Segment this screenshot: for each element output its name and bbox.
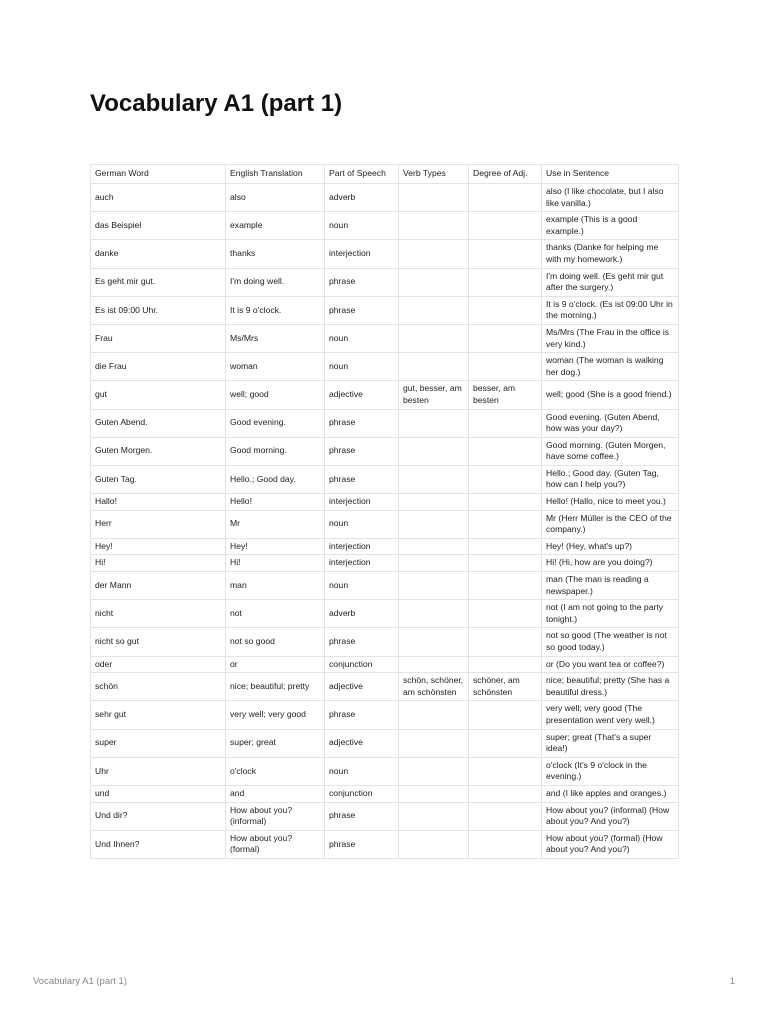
cell-english-translation: man — [226, 572, 325, 600]
cell-use-in-sentence: How about you? (informal) (How about you? And you?) — [542, 802, 679, 830]
table-row — [91, 212, 679, 240]
cell-part-of-speech: interjection — [325, 538, 399, 555]
table-row — [91, 701, 679, 729]
cell-degree-of-adj — [469, 324, 542, 352]
table-row — [91, 296, 679, 324]
cell-degree-of-adj — [469, 802, 542, 830]
cell-verb-types — [399, 802, 469, 830]
cell-english-translation: also — [226, 184, 325, 212]
cell-use-in-sentence: very well; very good (The presentation went very well.) — [542, 701, 679, 729]
cell-use-in-sentence: Hi! (Hi, how are you doing?) — [542, 555, 679, 572]
cell-german-word: die Frau — [91, 353, 226, 381]
cell-german-word: super — [91, 729, 226, 757]
cell-part-of-speech: noun — [325, 353, 399, 381]
cell-use-in-sentence: Good morning. (Guten Morgen, have some coffee.) — [542, 437, 679, 465]
table-row — [91, 802, 679, 830]
cell-part-of-speech: phrase — [325, 701, 399, 729]
table-row — [91, 437, 679, 465]
cell-use-in-sentence: Good evening. (Guten Abend, how was your day?) — [542, 409, 679, 437]
cell-english-translation: o'clock — [226, 757, 325, 785]
table-row — [91, 572, 679, 600]
table-row — [91, 353, 679, 381]
cell-german-word: Guten Tag. — [91, 465, 226, 493]
table-row — [91, 656, 679, 673]
cell-verb-types — [399, 324, 469, 352]
cell-part-of-speech: phrase — [325, 465, 399, 493]
cell-german-word: Und dir? — [91, 802, 226, 830]
cell-part-of-speech: adverb — [325, 184, 399, 212]
column-header-english-translation: English Translation — [226, 165, 325, 184]
cell-degree-of-adj — [469, 465, 542, 493]
cell-part-of-speech: phrase — [325, 628, 399, 656]
cell-part-of-speech: noun — [325, 572, 399, 600]
table-row — [91, 465, 679, 493]
cell-degree-of-adj — [469, 830, 542, 858]
cell-use-in-sentence: well; good (She is a good friend.) — [542, 381, 679, 409]
cell-verb-types — [399, 184, 469, 212]
table-row — [91, 757, 679, 785]
cell-english-translation: not — [226, 600, 325, 628]
cell-german-word: Hallo! — [91, 494, 226, 511]
cell-verb-types — [399, 353, 469, 381]
cell-part-of-speech: noun — [325, 510, 399, 538]
cell-verb-types — [399, 494, 469, 511]
cell-verb-types — [399, 656, 469, 673]
cell-degree-of-adj — [469, 268, 542, 296]
cell-part-of-speech: phrase — [325, 296, 399, 324]
table-row — [91, 240, 679, 268]
cell-degree-of-adj — [469, 510, 542, 538]
table-row — [91, 673, 679, 701]
cell-part-of-speech: conjunction — [325, 785, 399, 802]
cell-german-word: Es geht mir gut. — [91, 268, 226, 296]
table-row — [91, 830, 679, 858]
table-row — [91, 555, 679, 572]
cell-use-in-sentence: Hello! (Hallo, nice to meet you.) — [542, 494, 679, 511]
cell-verb-types — [399, 572, 469, 600]
cell-english-translation: thanks — [226, 240, 325, 268]
cell-degree-of-adj — [469, 628, 542, 656]
cell-english-translation: Hello! — [226, 494, 325, 511]
column-header-use-in-sentence: Use in Sentence — [542, 165, 679, 184]
cell-german-word: das Beispiel — [91, 212, 226, 240]
cell-german-word: Guten Abend. — [91, 409, 226, 437]
cell-part-of-speech: interjection — [325, 240, 399, 268]
cell-use-in-sentence: woman (The woman is walking her dog.) — [542, 353, 679, 381]
cell-german-word: Guten Morgen. — [91, 437, 226, 465]
cell-use-in-sentence: or (Do you want tea or coffee?) — [542, 656, 679, 673]
cell-use-in-sentence: not so good (The weather is not so good today.) — [542, 628, 679, 656]
cell-verb-types — [399, 600, 469, 628]
cell-verb-types — [399, 437, 469, 465]
table-row — [91, 628, 679, 656]
cell-english-translation: woman — [226, 353, 325, 381]
cell-verb-types — [399, 785, 469, 802]
cell-use-in-sentence: Hey! (Hey, what's up?) — [542, 538, 679, 555]
cell-part-of-speech: phrase — [325, 802, 399, 830]
cell-german-word: gut — [91, 381, 226, 409]
cell-part-of-speech: noun — [325, 212, 399, 240]
cell-german-word: Hi! — [91, 555, 226, 572]
vocabulary-table — [90, 164, 679, 859]
cell-degree-of-adj — [469, 572, 542, 600]
cell-part-of-speech: noun — [325, 757, 399, 785]
cell-german-word: oder — [91, 656, 226, 673]
cell-german-word: Uhr — [91, 757, 226, 785]
table-row — [91, 184, 679, 212]
cell-english-translation: well; good — [226, 381, 325, 409]
cell-degree-of-adj — [469, 409, 542, 437]
cell-degree-of-adj — [469, 538, 542, 555]
cell-english-translation: or — [226, 656, 325, 673]
cell-english-translation: Good morning. — [226, 437, 325, 465]
cell-use-in-sentence: Mr (Herr Müller is the CEO of the company.) — [542, 510, 679, 538]
cell-english-translation: Hey! — [226, 538, 325, 555]
cell-english-translation: Hi! — [226, 555, 325, 572]
cell-part-of-speech: adjective — [325, 381, 399, 409]
cell-degree-of-adj — [469, 353, 542, 381]
cell-verb-types — [399, 538, 469, 555]
cell-degree-of-adj — [469, 701, 542, 729]
cell-use-in-sentence: Ms/Mrs (The Frau in the office is very kind.) — [542, 324, 679, 352]
cell-verb-types — [399, 757, 469, 785]
table-row — [91, 381, 679, 409]
cell-use-in-sentence: How about you? (formal) (How about you? And you?) — [542, 830, 679, 858]
cell-use-in-sentence: also (I like chocolate, but I also like vanilla.) — [542, 184, 679, 212]
column-header-part-of-speech: Part of Speech — [325, 165, 399, 184]
cell-english-translation: nice; beautiful; pretty — [226, 673, 325, 701]
cell-verb-types — [399, 296, 469, 324]
cell-verb-types — [399, 268, 469, 296]
cell-use-in-sentence: nice; beautiful; pretty (She has a beautiful dress.) — [542, 673, 679, 701]
cell-degree-of-adj — [469, 729, 542, 757]
column-header-german-word: German Word — [91, 165, 226, 184]
table-body — [91, 184, 679, 859]
cell-german-word: nicht so gut — [91, 628, 226, 656]
cell-use-in-sentence: o'clock (It's 9 o'clock in the evening.) — [542, 757, 679, 785]
cell-english-translation: Ms/Mrs — [226, 324, 325, 352]
cell-german-word: Frau — [91, 324, 226, 352]
cell-verb-types — [399, 212, 469, 240]
cell-use-in-sentence: I'm doing well. (Es geht mir gut after the surgery.) — [542, 268, 679, 296]
table-row — [91, 510, 679, 538]
page-title: Vocabulary A1 (part 1) — [90, 90, 343, 117]
cell-verb-types — [399, 628, 469, 656]
cell-german-word: und — [91, 785, 226, 802]
cell-english-translation: It is 9 o'clock. — [226, 296, 325, 324]
cell-english-translation: not so good — [226, 628, 325, 656]
table-row — [91, 324, 679, 352]
cell-german-word: sehr gut — [91, 701, 226, 729]
cell-part-of-speech: conjunction — [325, 656, 399, 673]
cell-verb-types — [399, 409, 469, 437]
cell-part-of-speech: adverb — [325, 600, 399, 628]
cell-use-in-sentence: example (This is a good example.) — [542, 212, 679, 240]
cell-degree-of-adj — [469, 600, 542, 628]
cell-use-in-sentence: not (I am not going to the party tonight.) — [542, 600, 679, 628]
table-row — [91, 785, 679, 802]
cell-english-translation: Hello.; Good day. — [226, 465, 325, 493]
cell-use-in-sentence: super; great (That's a super idea!) — [542, 729, 679, 757]
cell-degree-of-adj: besser, am besten — [469, 381, 542, 409]
table-row — [91, 409, 679, 437]
cell-english-translation: I'm doing well. — [226, 268, 325, 296]
page-number: 1 — [729, 976, 735, 987]
cell-verb-types: gut, besser, am besten — [399, 381, 469, 409]
cell-part-of-speech: phrase — [325, 437, 399, 465]
cell-part-of-speech: phrase — [325, 268, 399, 296]
table-row — [91, 600, 679, 628]
cell-use-in-sentence: man (The man is reading a newspaper.) — [542, 572, 679, 600]
cell-verb-types — [399, 729, 469, 757]
cell-english-translation: super; great — [226, 729, 325, 757]
table-row — [91, 538, 679, 555]
cell-english-translation: Good evening. — [226, 409, 325, 437]
cell-degree-of-adj — [469, 656, 542, 673]
cell-german-word: auch — [91, 184, 226, 212]
cell-part-of-speech: interjection — [325, 494, 399, 511]
table-row — [91, 268, 679, 296]
cell-verb-types — [399, 510, 469, 538]
cell-part-of-speech: phrase — [325, 409, 399, 437]
cell-part-of-speech: adjective — [325, 729, 399, 757]
cell-use-in-sentence: and (I like apples and oranges.) — [542, 785, 679, 802]
cell-english-translation: very well; very good — [226, 701, 325, 729]
cell-degree-of-adj — [469, 212, 542, 240]
footer-title: Vocabulary A1 (part 1) — [33, 976, 127, 987]
table-header-row — [91, 165, 679, 184]
cell-degree-of-adj — [469, 184, 542, 212]
cell-use-in-sentence: It is 9 o'clock. (Es ist 09:00 Uhr in the morning.) — [542, 296, 679, 324]
cell-degree-of-adj — [469, 555, 542, 572]
cell-english-translation: and — [226, 785, 325, 802]
cell-verb-types — [399, 701, 469, 729]
cell-german-word: der Mann — [91, 572, 226, 600]
cell-verb-types — [399, 240, 469, 268]
cell-german-word: Herr — [91, 510, 226, 538]
cell-verb-types — [399, 465, 469, 493]
cell-verb-types — [399, 830, 469, 858]
cell-degree-of-adj — [469, 785, 542, 802]
cell-english-translation: example — [226, 212, 325, 240]
cell-degree-of-adj — [469, 757, 542, 785]
cell-degree-of-adj — [469, 494, 542, 511]
cell-verb-types — [399, 555, 469, 572]
cell-part-of-speech: noun — [325, 324, 399, 352]
column-header-degree-of-adj: Degree of Adj. — [469, 165, 542, 184]
table-row — [91, 729, 679, 757]
cell-german-word: Und Ihnen? — [91, 830, 226, 858]
cell-part-of-speech: interjection — [325, 555, 399, 572]
cell-german-word: schön — [91, 673, 226, 701]
table-row — [91, 494, 679, 511]
column-header-verb-types: Verb Types — [399, 165, 469, 184]
cell-degree-of-adj: schöner, am schönsten — [469, 673, 542, 701]
cell-part-of-speech: adjective — [325, 673, 399, 701]
cell-german-word: Es ist 09:00 Uhr. — [91, 296, 226, 324]
cell-degree-of-adj — [469, 296, 542, 324]
cell-degree-of-adj — [469, 437, 542, 465]
cell-degree-of-adj — [469, 240, 542, 268]
cell-use-in-sentence: thanks (Danke for helping me with my homework.) — [542, 240, 679, 268]
cell-german-word: Hey! — [91, 538, 226, 555]
cell-english-translation: Mr — [226, 510, 325, 538]
cell-verb-types: schön, schöner, am schönsten — [399, 673, 469, 701]
cell-use-in-sentence: Hello.; Good day. (Guten Tag, how can I help you?) — [542, 465, 679, 493]
cell-german-word: nicht — [91, 600, 226, 628]
cell-english-translation: How about you? (formal) — [226, 830, 325, 858]
cell-part-of-speech: phrase — [325, 830, 399, 858]
cell-english-translation: How about you? (informal) — [226, 802, 325, 830]
cell-german-word: danke — [91, 240, 226, 268]
